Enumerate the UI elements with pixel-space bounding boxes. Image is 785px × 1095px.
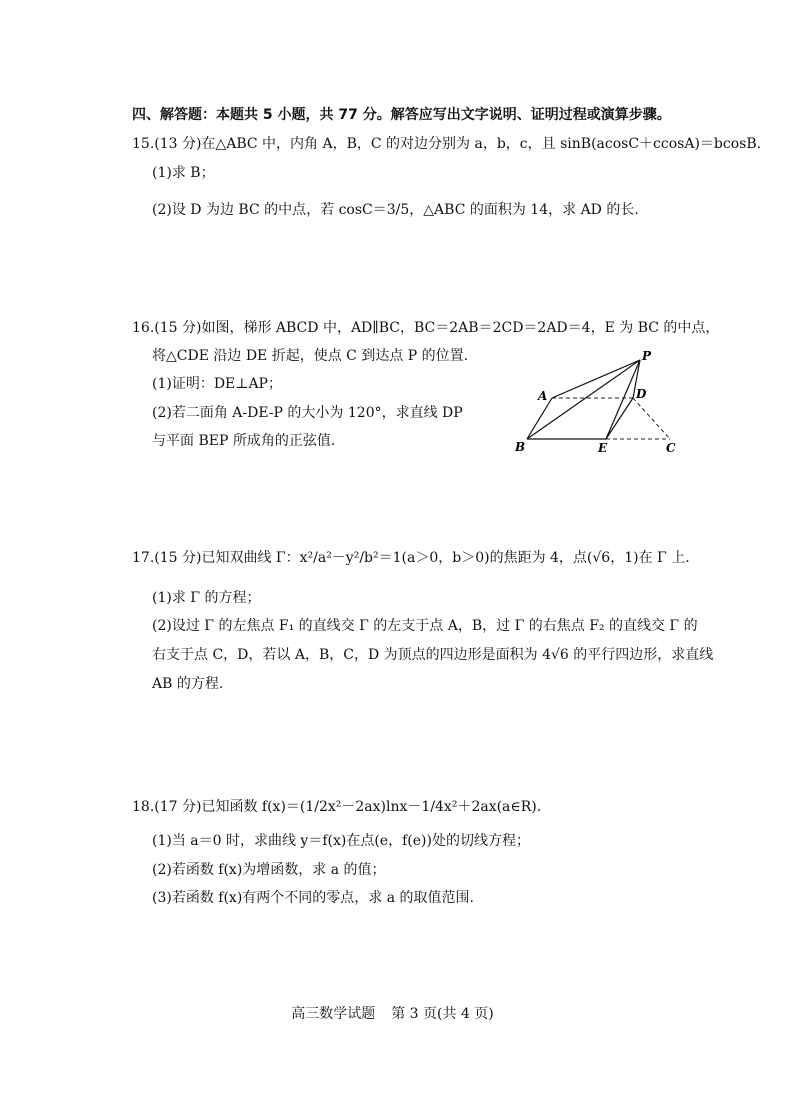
label-A: A (538, 389, 548, 403)
label-D: D (636, 387, 647, 401)
label-E: E (598, 441, 608, 455)
q17-part2-line2: 右支于点 C，D，若以 A，B，C，D 为顶点的四边形是面积为 4√6 的平行四边形，求直线 (152, 647, 714, 663)
footer-page-number: 第 3 页(共 4 页) (391, 1006, 494, 1022)
q15-stem: 15.(13 分)在△ABC 中，内角 A，B，C 的对边分别为 a，b，c，且 sinB(acosC＋ccosA)＝bcosB. (132, 136, 762, 152)
q17-part2-line1: (2)设过 Γ 的左焦点 F₁ 的直线交 Γ 的左支于点 A，B，过 Γ 的右焦点 F₂ 的直线交 Γ 的 (152, 618, 698, 634)
edge-AB (527, 398, 552, 439)
q16-stem-line2: 将△CDE 沿边 DE 折起，使点 C 到达点 P 的位置. (152, 348, 469, 364)
q18-part2: (2)若函数 f(x)为增函数，求 a 的值； (152, 862, 386, 878)
label-C: C (666, 441, 676, 455)
page-footer (0, 1003, 785, 1023)
q15-part1: (1)求 B； (152, 165, 215, 181)
section-heading: 四、解答题：本题共 5 小题，共 77 分。解答应写出文字说明、证明过程或演算步骤。 (132, 107, 671, 123)
edge-ED (606, 398, 633, 439)
q18-part1: (1)当 a＝0 时，求曲线 y＝f(x)在点(e，f(e))处的切线方程； (152, 833, 530, 849)
q18-stem: 18.(17 分)已知函数 f(x)＝(1/2x²－2ax)lnx－1/4x²＋2ax(a∈R). (132, 799, 542, 815)
q18-part3: (3)若函数 f(x)有两个不同的零点，求 a 的取值范围. (152, 890, 474, 906)
edge-AP (552, 360, 640, 398)
label-B: B (515, 440, 526, 454)
q17-stem: 17.(15 分)已知双曲线 Γ：x²/a²－y²/b²＝1(a＞0，b＞0)的焦距为 4，点(√6，1)在 Γ 上. (132, 550, 690, 566)
q16-part2-line2: 与平面 BEP 所成角的正弦值. (152, 433, 336, 449)
q16-part2-line1: (2)若二面角 A-DE-P 的大小为 120°，求直线 DP (152, 405, 463, 421)
trapezoid-fold-figure (500, 345, 700, 465)
q16-part1: (1)证明：DE⊥AP； (152, 376, 282, 392)
label-P: P (642, 349, 652, 363)
q16-stem-line1: 16.(15 分)如图，梯形 ABCD 中，AD∥BC，BC＝2AB＝2CD＝2AD＝4，E 为 BC 的中点， (132, 320, 720, 336)
q15-part2: (2)设 D 为边 BC 的中点，若 cosC＝3/5，△ABC 的面积为 14，求 AD 的长. (152, 202, 639, 218)
edge-DC (633, 398, 670, 439)
q17-part2-line3: AB 的方程. (152, 676, 224, 692)
footer-title: 高三数学试题 (291, 1006, 376, 1022)
q17-part1: (1)求 Γ 的方程； (152, 590, 261, 606)
